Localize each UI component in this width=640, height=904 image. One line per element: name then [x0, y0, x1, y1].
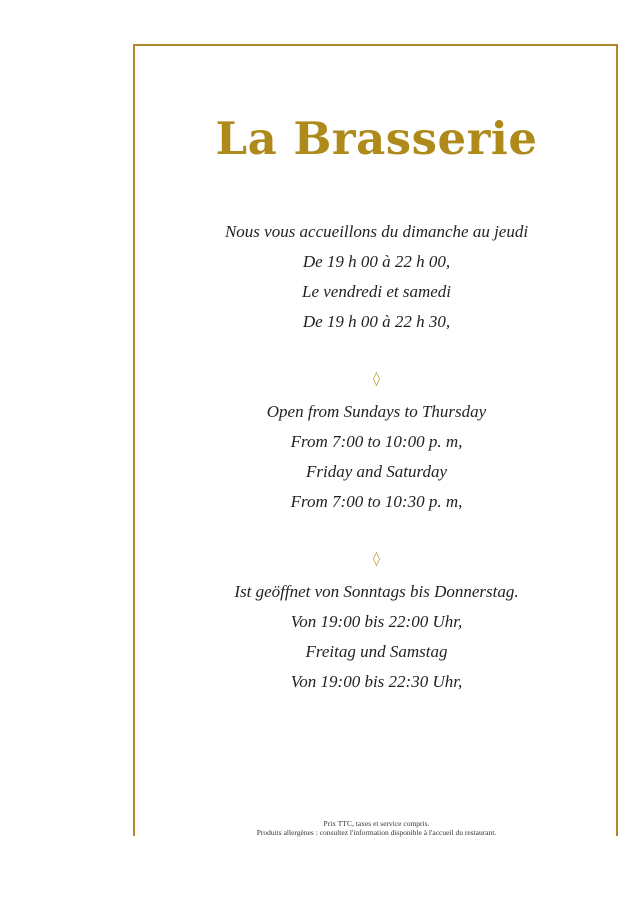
hours-line: From 7:00 to 10:00 p. m, [290, 432, 463, 451]
hours-line: De 19 h 00 à 22 h 00, [302, 252, 451, 271]
hours-line: Friday and Saturday [305, 462, 448, 481]
footer-allergen-note: Produits allergènes : consultez l'information disponible à l'accueil du restaurant. [256, 828, 497, 837]
hours-english [133, 397, 620, 517]
hours-line: Von 19:00 bis 22:30 Uhr, [290, 672, 463, 691]
hours-line: Le vendredi et samedi [301, 282, 452, 301]
hours-line: Freitag und Samstag [305, 642, 448, 661]
hours-german [133, 577, 620, 697]
footer-price-note: Prix TTC, taxes et service compris. [323, 819, 430, 828]
hours-line: De 19 h 00 à 22 h 30, [302, 312, 451, 331]
footer-notice [133, 819, 620, 837]
hours-french [133, 217, 620, 337]
diamond-separator-icon: ◊ [373, 551, 380, 567]
hours-line: From 7:00 to 10:30 p. m, [290, 492, 463, 511]
hours-line: Open from Sundays to Thursday [266, 402, 487, 421]
hours-line: Ist geöffnet von Sonntags bis Donnerstag. [234, 582, 519, 601]
hours-line: Nous vous accueillons du dimanche au jeudi [224, 222, 529, 241]
hours-line: Von 19:00 bis 22:00 Uhr, [290, 612, 463, 631]
page-title: La Brasserie [215, 112, 538, 165]
diamond-separator-icon: ◊ [373, 371, 380, 387]
